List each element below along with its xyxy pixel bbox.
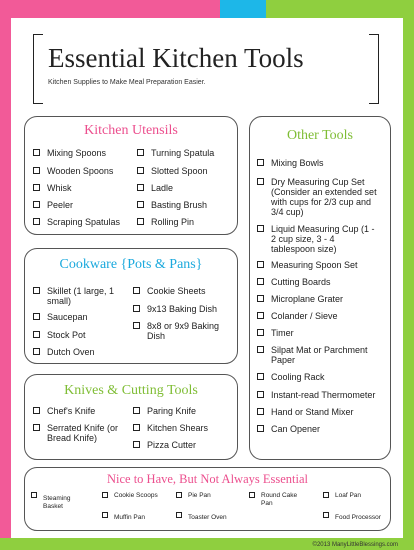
checklist-item[interactable]: Round Cake Pan — [249, 492, 297, 508]
kitchen-utensils-box — [24, 116, 238, 235]
checklist-item[interactable]: Skillet (1 large, 1 small) — [33, 286, 114, 306]
checklist-item[interactable]: 8x8 or 9x9 Baking Dish — [133, 321, 219, 341]
checkbox-icon[interactable] — [137, 184, 144, 191]
checkbox-icon[interactable] — [33, 287, 40, 294]
checkbox-icon[interactable] — [257, 373, 264, 380]
checklist-item[interactable]: Microplane Grater — [257, 294, 343, 304]
checklist-item[interactable]: Liquid Measuring Cup (1 - 2 cup size, 3 - 4 tablespoon size) — [257, 224, 375, 254]
checkbox-icon[interactable] — [249, 492, 255, 498]
checkbox-icon[interactable] — [257, 312, 264, 319]
checkbox-icon[interactable] — [257, 225, 264, 232]
checkbox-icon[interactable] — [33, 218, 40, 225]
copyright-footer: ©2013 ManyLittleBlessings.com — [312, 542, 398, 548]
checkbox-icon[interactable] — [33, 313, 40, 320]
checkbox-icon[interactable] — [33, 331, 40, 338]
checklist-item[interactable]: Colander / Sieve — [257, 311, 338, 321]
checklist-item[interactable]: Loaf Pan — [323, 492, 361, 500]
checkbox-icon[interactable] — [137, 149, 144, 156]
checklist-item[interactable]: Mixing Spoons — [33, 148, 106, 158]
checkbox-icon[interactable] — [33, 149, 40, 156]
title-bracket-right — [369, 34, 379, 104]
checkbox-icon[interactable] — [257, 391, 264, 398]
nice-to-have-title: Nice to Have, But Not Always Essential — [106, 472, 308, 486]
checklist-item[interactable]: 9x13 Baking Dish — [133, 304, 217, 314]
checkbox-icon[interactable] — [33, 407, 40, 414]
title-bracket-left — [33, 34, 43, 104]
checkbox-icon[interactable] — [137, 167, 144, 174]
checkbox-icon[interactable] — [257, 278, 264, 285]
checkbox-icon[interactable] — [133, 424, 140, 431]
checkbox-icon[interactable] — [176, 492, 182, 498]
checklist-item[interactable]: Peeler — [33, 200, 73, 210]
checkbox-icon[interactable] — [133, 305, 140, 312]
checklist-item[interactable]: Silpat Mat or Parchment Paper — [257, 345, 368, 365]
checklist-item[interactable]: Serrated Knife (or Bread Knife) — [33, 423, 118, 443]
checklist-item[interactable]: Ladle — [137, 183, 173, 193]
checkbox-icon[interactable] — [33, 201, 40, 208]
page-subtitle: Kitchen Supplies to Make Meal Preparation Easier. — [48, 79, 206, 86]
checkbox-icon[interactable] — [33, 348, 40, 355]
left-pink-border — [0, 0, 11, 550]
checklist-item[interactable]: Whisk — [33, 183, 72, 193]
checkbox-icon[interactable] — [257, 408, 264, 415]
checkbox-icon[interactable] — [257, 159, 264, 166]
checkbox-icon[interactable] — [133, 322, 140, 329]
checklist-item[interactable]: Wooden Spoons — [33, 166, 113, 176]
other-tools-title: Other Tools — [286, 128, 354, 143]
checklist-item[interactable]: Instant-read Thermometer — [257, 390, 375, 400]
checkbox-icon[interactable] — [323, 512, 329, 518]
checklist-item[interactable]: Food Processor — [323, 512, 381, 522]
checklist-item[interactable]: Scraping Spatulas — [33, 217, 120, 227]
other-tools-box — [249, 116, 391, 460]
checkbox-icon[interactable] — [137, 201, 144, 208]
checkbox-icon[interactable] — [31, 492, 37, 498]
checkbox-icon[interactable] — [257, 178, 264, 185]
checkbox-icon[interactable] — [257, 261, 264, 268]
checkbox-icon[interactable] — [257, 329, 264, 336]
right-green-border — [403, 0, 414, 550]
checklist-item[interactable]: Toaster Oven — [176, 512, 227, 522]
checklist-item[interactable]: Paring Knife — [133, 406, 196, 416]
checklist-item[interactable]: Chef's Knife — [33, 406, 95, 416]
checklist-item[interactable]: Saucepan — [33, 312, 88, 322]
knives-title: Knives & Cutting Tools — [64, 383, 198, 398]
checkbox-icon[interactable] — [257, 425, 264, 432]
checkbox-icon[interactable] — [176, 512, 182, 518]
checklist-item[interactable]: Cookie Scoops — [102, 492, 158, 500]
checklist-item[interactable]: Basting Brush — [137, 200, 207, 210]
checkbox-icon[interactable] — [133, 287, 140, 294]
checkbox-icon[interactable] — [33, 167, 40, 174]
checklist-item[interactable]: Measuring Spoon Set — [257, 260, 358, 270]
cookware-title: Cookware {Pots & Pans} — [59, 257, 203, 272]
checklist-item[interactable]: Hand or Stand Mixer — [257, 407, 354, 417]
cookware-box — [24, 248, 238, 364]
checklist-item[interactable]: Kitchen Shears — [133, 423, 208, 433]
checklist-item[interactable]: Pizza Cutter — [133, 440, 196, 450]
nice-to-have-box — [24, 467, 391, 531]
checklist-item[interactable]: Pie Pan — [176, 492, 211, 500]
checkbox-icon[interactable] — [133, 441, 140, 448]
checklist-item[interactable]: Slotted Spoon — [137, 166, 208, 176]
knives-box — [24, 374, 238, 460]
checklist-item[interactable]: Dutch Oven — [33, 347, 95, 357]
checklist-item[interactable]: Timer — [257, 328, 294, 338]
checklist-item[interactable]: Turning Spatula — [137, 148, 214, 158]
checkbox-icon[interactable] — [102, 492, 108, 498]
checklist-item[interactable]: Steaming Basket — [31, 492, 70, 511]
checkbox-icon[interactable] — [323, 492, 329, 498]
checklist-item[interactable]: Dry Measuring Cup Set (Consider an extended set with cups for 2/3 cup and 3/4 cup) — [257, 177, 377, 217]
checkbox-icon[interactable] — [257, 295, 264, 302]
checklist-item[interactable]: Cutting Boards — [257, 277, 331, 287]
checklist-item[interactable]: Can Opener — [257, 424, 320, 434]
page-title: Essential Kitchen Tools — [48, 43, 304, 73]
checkbox-icon[interactable] — [257, 346, 264, 353]
checkbox-icon[interactable] — [133, 407, 140, 414]
checklist-item[interactable]: Muffin Pan — [102, 512, 145, 522]
checkbox-icon[interactable] — [33, 184, 40, 191]
kitchen-utensils-title: Kitchen Utensils — [84, 123, 178, 138]
checkbox-icon[interactable] — [102, 512, 108, 518]
checklist-item[interactable]: Cookie Sheets — [133, 286, 206, 296]
checkbox-icon[interactable] — [137, 218, 144, 225]
checklist-item[interactable]: Stock Pot — [33, 330, 86, 340]
checklist-item[interactable]: Mixing Bowls — [257, 158, 324, 168]
checklist-item[interactable]: Rolling Pin — [137, 217, 194, 227]
checkbox-icon[interactable] — [33, 424, 40, 431]
checklist-item[interactable]: Cooling Rack — [257, 372, 325, 382]
